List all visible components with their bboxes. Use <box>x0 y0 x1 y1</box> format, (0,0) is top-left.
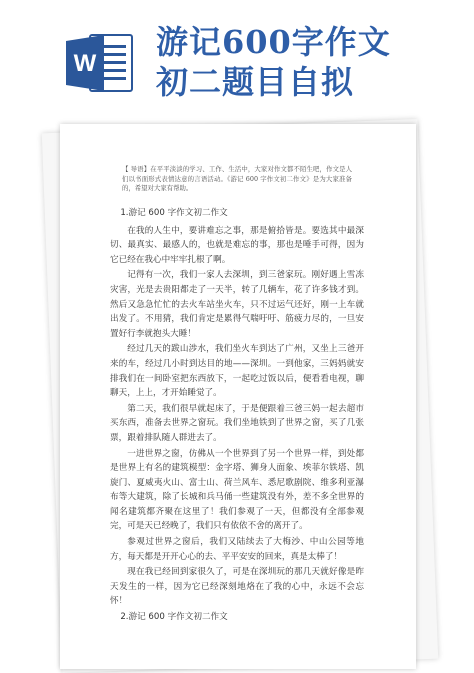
word-doc-icon <box>66 33 134 93</box>
page-title <box>156 22 391 102</box>
paragraph: 在我的人生中，要讲难忘之事，那是俯拾皆是。要选其中最深切、最真实、最感人的，也就是难忘的事，那也是唾手可得，因为它已经在我心中牢牢扎根了啊。 <box>110 225 364 265</box>
title-line-1: 游记600字作文 <box>156 23 391 61</box>
word-icon-letter: W <box>73 50 97 77</box>
paragraph: 记得有一次，我们一家人去深圳，到三爸家玩。刚好遇上雪冻灾害，光是去贵阳都走了一天半，转了几辆车，花了许多钱才到。然后又急急忙忙的去火车站坐火车，只不过运气还好，刚一上车就出发了。不用猜，我们肯定是累得气喘吁吁、筋疲力尽的，一旦安置好行李就抱头大睡！ <box>110 270 364 339</box>
section-heading-1: 1.游记 600 字作文初二作文 <box>120 208 228 218</box>
paragraph: 现在我已经回到家很久了，可是在深圳玩的那几天就好像是昨天发生的一样，因为它已经深刻地烙在了我的心中，永远不会忘怀！ <box>110 567 364 607</box>
paragraph: 第二天，我们很早就起床了，于是便跟着三爸三妈一起去超市买东西，准备去世界之窗玩。我们坐地铁到了世界之窗，买了几张票，跟着排队随人群进去了。 <box>110 403 364 443</box>
paragraph: 经过几天的跋山涉水，我们坐火车到达了广州，又坐上三爸开来的车，经过几小时到达目的地——深圳。一到他家，三妈妈就安排我们在一间卧室把东西放下，一起吃过饭以后，便看看电视，聊聊天，上上，才开始睡觉了。 <box>110 344 364 399</box>
guide-text: 【 导语】在平平淡淡的学习、工作、生活中，大家对作文都不陌生吧，作文是人们以书面形式表情达意的言语活动。《游记 600 字作文初二作文》是为大家准备的，希望对大家有帮助。 <box>122 165 352 192</box>
document-body <box>110 206 364 628</box>
title-line-2: 初二题目自拟 <box>156 63 355 101</box>
paragraph: 参观过世界之窗后，我们又陆续去了大梅沙、中山公园等地方，每天都是开开心心的去、平平安安的回来，真是太棒了！ <box>110 537 364 562</box>
section-heading-2: 2.游记 600 字作文初二作文 <box>120 612 228 623</box>
document-page <box>60 124 416 669</box>
paragraph: 一进世界之窗，仿佛从一个世界到了另一个世界一样，到处都是世界上有名的建筑模型：金字塔、狮身人面象、埃菲尔铁塔、凯旋门、夏威夷火山、富士山、荷兰风车、悉尼歌剧院、维多利亚瀑布等大建筑，除了长城和兵马俑一些建筑没有外，差不多全世界的闻名建筑都齐聚在这里了！我们参观了一天，但都没有全部参观完，可是天已经晚了，我们只有依依不舍的离开了。 <box>110 448 364 532</box>
header <box>0 0 474 118</box>
